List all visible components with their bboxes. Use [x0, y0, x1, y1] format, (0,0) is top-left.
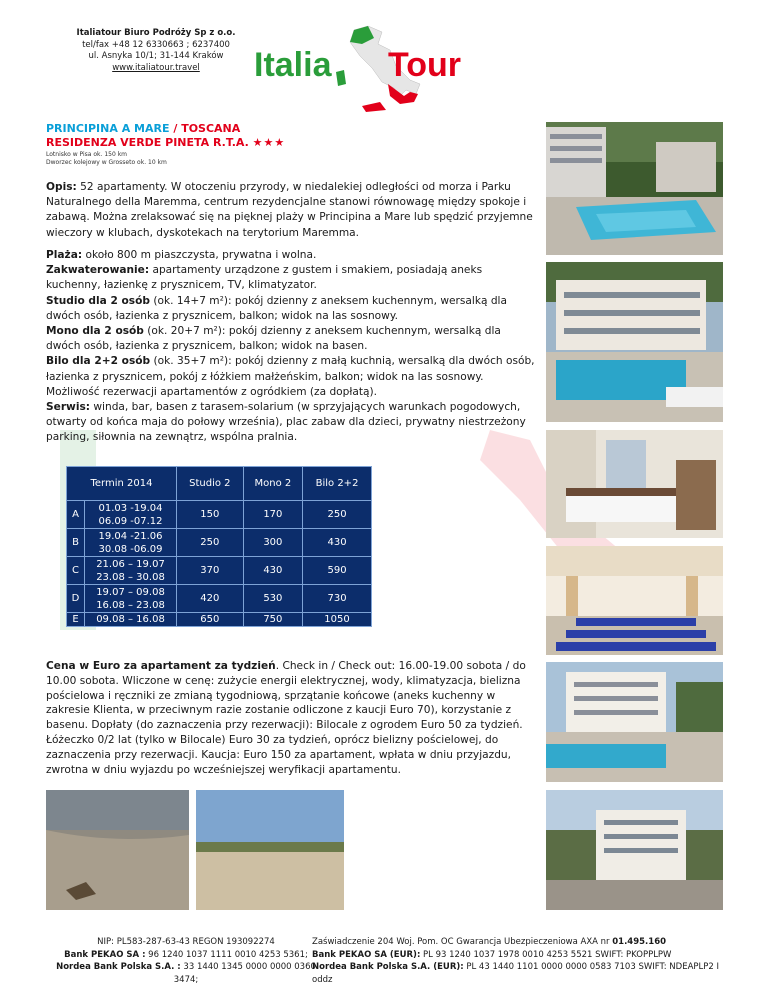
- destination-place: PRINCIPINA A MARE: [46, 122, 170, 135]
- mono-line: [46, 324, 536, 354]
- destination-title: [46, 122, 240, 135]
- photo-hotel-pool: [546, 662, 723, 782]
- price-mono: 170: [243, 501, 302, 529]
- studio-text: (ok. 14+7 m²): pokój dzienny z aneksem kuchennym, wersalką dla dwóch osób, łazienka z prysznicem, balkon; widok na las sosnowy.: [46, 294, 507, 322]
- destination-region: TOSCANA: [181, 122, 241, 135]
- cert-number: 01.495.160: [612, 937, 667, 947]
- table-header-row: [67, 467, 372, 501]
- office-name: Italiatour Biuro Podróży Sp z o.o.: [76, 28, 236, 38]
- service-line: [46, 400, 536, 446]
- logo-word-tour: Tour: [388, 46, 462, 84]
- table-row: [67, 613, 372, 627]
- price-mono: 750: [243, 613, 302, 627]
- destination-sep: /: [169, 122, 182, 135]
- bilo-label: Bilo dla 2+2 osób: [46, 355, 151, 368]
- date-range: 09.08 – 16.08: [96, 614, 165, 625]
- price-studio: 370: [177, 557, 244, 585]
- photo-hotel-exterior: [546, 790, 723, 910]
- date-range: 30.08 -06.09: [98, 543, 163, 555]
- studio-line: [46, 294, 536, 324]
- price-bilo: 730: [303, 585, 372, 613]
- bilo-line: [46, 354, 536, 384]
- season-dates: [85, 529, 177, 557]
- price-mono: 300: [243, 529, 302, 557]
- zakw-text: apartamenty urządzone z gustem i smakiem, posiadają aneks kuchenny, łazienkę z prysznicem, TV, klimatyzator.: [46, 264, 483, 292]
- logo-word-italia: Italia: [254, 46, 332, 84]
- beach-line: [46, 248, 536, 263]
- date-range: 06.09 -07.12: [98, 515, 163, 527]
- season-letter: E: [67, 613, 85, 627]
- season-letter: C: [67, 557, 85, 585]
- garden-option: Możliwość rezerwacji apartamentów z ogródkiem (za dopłatą).: [46, 385, 378, 398]
- price-studio: 420: [177, 585, 244, 613]
- date-range: 01.03 -19.04: [98, 502, 163, 514]
- cena-text: . Check in / Check out: 16.00-19.00 sobota / do 10.00 sobota. Wliczone w cenę: zużycie energii elektrycznej, wody, klimatyzacja, bielizna pościelowa i ręczniki ze zmianą tygodniową, sprzątanie końcowe (aneks kuchenny w zakresie Klienta, w przeciwnym razie zostanie odliczone z kaucji Euro 70), korzystanie z basenu. Dopłaty (do zaznaczenia przy rezerwacji): Bilocale z ogrodem Euro 50 za tydzień. Łóżeczko 0/2 lat (tylko w Bilocale) Euro 30 za tydzień, oprócz bielizny pościelowej, do zaznaczenia przy rezerwacji. Kaucja: Euro 150 za apartament, wpłata w dniu przyjazdu, zwrotna w dniu wyjazdu po wcześniejszej weryfikacji apartamentu.: [46, 660, 526, 776]
- date-range: 19.07 – 09.08: [96, 586, 165, 598]
- accommodation-line: [46, 263, 536, 293]
- photo-pool-pines: [546, 122, 723, 255]
- date-range: 19.04 -21.06: [98, 530, 163, 542]
- season-letter: A: [67, 501, 85, 529]
- bank-eur-nordea: [312, 961, 732, 986]
- opis-text: 52 apartamenty. W otoczeniu przyrody, w niedalekiej odległości od morza i Parku Naturalnego della Maremma, centrum rezydencjalne stanowi równowagę między spokoje i zabawą. Można zrelaksować się na pięknej plaży w Principina a Mare lub spędzić przyjemne wieczory w klubach, dyskotekach na terytorium Maremma.: [46, 181, 533, 239]
- bank-pln-pekao: [56, 949, 316, 962]
- bank-label: Bank PEKAO SA :: [64, 949, 146, 960]
- italiatour-logo: [250, 22, 495, 114]
- resort-title: [46, 136, 285, 149]
- resort-name: RESIDENZA VERDE PINETA R.T.A.: [46, 136, 249, 149]
- date-range: 16.08 – 23.08: [96, 599, 165, 611]
- office-address: ul. Asnyka 10/1; 31-144 Kraków: [88, 51, 224, 61]
- date-range: 23.08 – 30.08: [96, 571, 165, 583]
- details-section: [46, 248, 536, 446]
- table-row: [67, 501, 372, 529]
- season-dates: [85, 613, 177, 627]
- season-letter: B: [67, 529, 85, 557]
- photo-pool-building: [546, 262, 723, 422]
- price-notes: [46, 659, 526, 777]
- mono-text: (ok. 20+7 m²): pokój dzienny z aneksem kuchennym, wersalką dla dwóch osób, łazienka z prysznicem, balkon; widok na basen.: [46, 325, 501, 353]
- bank-label: Nordea Bank Polska S.A. :: [56, 962, 181, 972]
- description-paragraph: [46, 180, 536, 241]
- date-range: 21.06 – 19.07: [96, 558, 165, 570]
- bank-account: 96 1240 1037 1111 0010 4253 5361;: [145, 949, 308, 960]
- season-dates: [85, 501, 177, 529]
- bank-label: Bank PEKAO SA (EUR):: [312, 949, 421, 960]
- photo-restaurant: [546, 546, 723, 655]
- photo-shoreline: [46, 790, 189, 910]
- bank-account: PL 93 1240 1037 1978 0010 4253 5521 SWIFT: PKOPPLPW: [420, 949, 672, 960]
- price-bilo: 250: [303, 501, 372, 529]
- price-bilo: 430: [303, 529, 372, 557]
- station-distance: Dworzec kolejowy w Grosseto ok. 10 km: [46, 159, 167, 166]
- bank-pln-nordea: [56, 961, 316, 986]
- table-row: [67, 557, 372, 585]
- office-krakow: [56, 28, 256, 74]
- season-dates: [85, 585, 177, 613]
- opis-label: Opis:: [46, 181, 77, 193]
- season-dates: [85, 557, 177, 585]
- price-studio: 150: [177, 501, 244, 529]
- insurance-line: [312, 936, 732, 949]
- bank-account: 33 1440 1345 0000 0000 0360 3474;: [173, 962, 316, 985]
- bank-account: PL 43 1440 1101 0000 0000 0583 7103 SWIFT: NDEAPLP2 I oddz: [312, 962, 720, 985]
- star-rating: ★★★: [252, 136, 286, 149]
- price-mono: 430: [243, 557, 302, 585]
- website-link[interactable]: www.italiatour.travel: [112, 62, 200, 73]
- header-mono: Mono 2: [243, 467, 302, 501]
- serwis-label: Serwis:: [46, 401, 90, 414]
- bank-label: Nordea Bank Polska S.A. (EUR):: [312, 962, 464, 972]
- table-row: [67, 585, 372, 613]
- plaza-text: około 800 m piaszczysta, prywatna i wolna.: [82, 249, 317, 261]
- photo-bedroom: [546, 430, 723, 538]
- cena-label: Cena w Euro za apartament za tydzień: [46, 660, 276, 672]
- photo-beach: [196, 790, 344, 910]
- price-bilo: 1050: [303, 613, 372, 627]
- header-bilo: Bilo 2+2: [303, 467, 372, 501]
- price-mono: 530: [243, 585, 302, 613]
- zakw-label: Zakwaterowanie:: [46, 264, 150, 277]
- header-studio: Studio 2: [177, 467, 244, 501]
- header-term: Termin 2014: [67, 467, 177, 501]
- mono-label: Mono dla 2 osób: [46, 325, 144, 338]
- price-studio: 650: [177, 613, 244, 627]
- price-table: [66, 466, 372, 627]
- cert-text: Zaświadczenie 204 Woj. Pom. OC Gwarancja Ubezpieczeniowa AXA nr: [312, 937, 613, 947]
- footer-bank-info: [312, 936, 732, 986]
- season-letter: D: [67, 585, 85, 613]
- plaza-label: Plaża:: [46, 249, 83, 261]
- bilo-text: (ok. 35+7 m²): pokój dzienny z małą kuchnią, wersalką dla dwóch osób, łazienka z prysznicem, pokój z łóżkiem małżeńskim, balkon; widok na las sosnowy.: [46, 355, 535, 383]
- studio-label: Studio dla 2 osób: [46, 294, 150, 307]
- bank-eur-pekao: [312, 949, 732, 962]
- price-studio: 250: [177, 529, 244, 557]
- airport-distance: Lotnisko w Pisa ok. 150 km: [46, 151, 128, 158]
- serwis-text: winda, bar, basen z tarasem-solarium (w sprzyjających warunkach pogodowych, otwarty od końca maja do połowy września), plac zabaw dla dzieci, prywatny niestrzeżony parking, siłownia na zewnątrz, wspólna pralnia.: [46, 401, 526, 444]
- price-bilo: 590: [303, 557, 372, 585]
- nip-regon: NIP: PL583-287-63-43 REGON 193092274: [97, 937, 275, 947]
- office-phone: tel/fax +48 12 6330663 ; 6237400: [82, 39, 230, 50]
- footer-company-info: [56, 936, 316, 986]
- table-row: [67, 529, 372, 557]
